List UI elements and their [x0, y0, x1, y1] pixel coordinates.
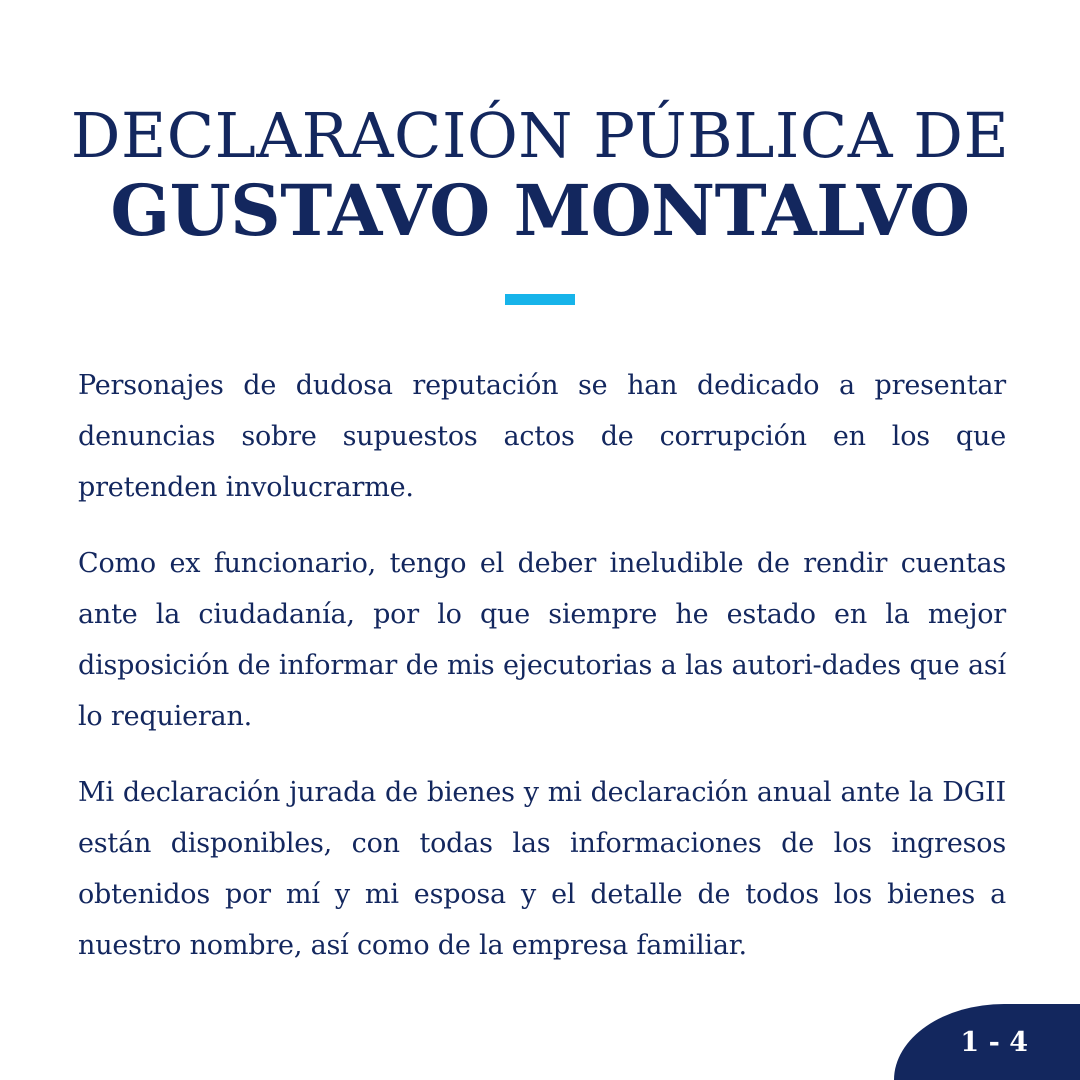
accent-divider	[505, 294, 575, 305]
paragraph-3: Mi declaración jurada de bienes y mi declaración anual ante la DGII están disponibles, con todas las informaciones de los ingresos obtenidos por mí y mi esposa y el detalle de todos los bienes a nuestro nombre, así como de la empresa familiar.	[78, 777, 1006, 961]
page-indicator: 1 - 4	[960, 1027, 1028, 1058]
paragraph-2: Como ex funcionario, tengo el deber ineludible de rendir cuentas ante la ciudadanía, por lo que siempre he estado en la mejor disposición de informar de mis ejecutorias a las autori-dades que así lo requieran.	[78, 548, 1006, 732]
title-name: GUSTAVO MONTALVO	[110, 169, 970, 252]
paragraph-1: Personajes de dudosa reputación se han dedicado a presentar denuncias sobre supuestos actos de corrupción en los que pretenden involucrarme.	[78, 370, 1006, 503]
statement-body	[78, 360, 1006, 996]
title-line-1: DECLARACIÓN PÚBLICA DE	[70, 99, 1010, 172]
